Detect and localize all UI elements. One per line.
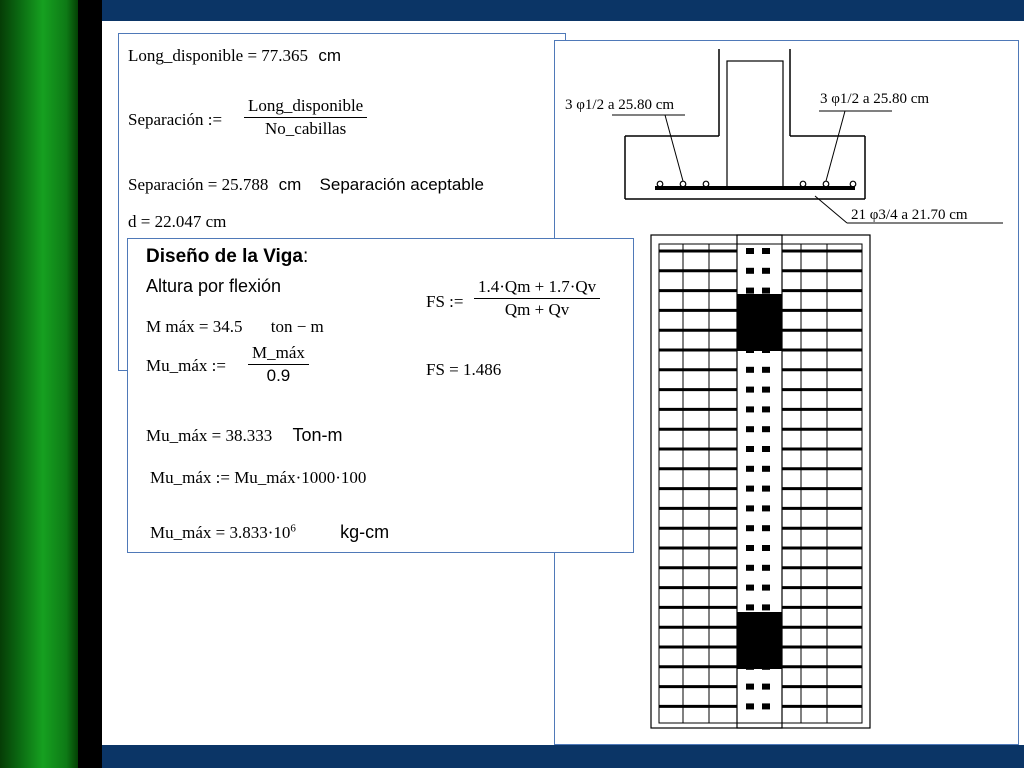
- rebar-dash: [762, 565, 770, 571]
- fs-fraction: [474, 276, 600, 321]
- mu-final-exponent: 6: [290, 522, 296, 535]
- separacion-note: Separación aceptable: [319, 175, 484, 194]
- mu-fraction: [248, 342, 309, 387]
- rebar-dash: [762, 426, 770, 432]
- separacion-numerator: Long_disponible: [244, 95, 367, 118]
- long-disponible-line: [128, 46, 341, 66]
- m-max-value: M máx = 34.5: [146, 317, 243, 336]
- rebar-dash: [762, 288, 770, 294]
- rebar-dash: [762, 466, 770, 472]
- left-rebar-label: 3 φ1/2 a 25.80 cm: [565, 97, 675, 113]
- column-section: [727, 61, 783, 187]
- rebar-dash: [762, 367, 770, 373]
- mu-def-lhs: Mu_máx :=: [146, 356, 226, 375]
- beam-design-subtitle: Altura por flexión: [146, 276, 282, 296]
- rebar-dash: [762, 387, 770, 393]
- fs-value: FS = 1.486: [426, 360, 502, 379]
- m-max-line: [146, 317, 324, 337]
- long-disponible-unit: cm: [318, 46, 341, 65]
- fs-def-lhs: FS :=: [426, 292, 464, 311]
- rebar-dash: [746, 525, 754, 531]
- rebar-dash: [746, 426, 754, 432]
- mu-final-value: Mu_máx = 3.833·10: [150, 523, 291, 542]
- rebar-dash: [762, 248, 770, 254]
- rebar-dash: [746, 367, 754, 373]
- mu-value: Mu_máx = 38.333: [146, 426, 273, 445]
- rebar-dash: [746, 545, 754, 551]
- beam-design-title: [146, 247, 308, 267]
- beam-design-panel: [127, 238, 634, 553]
- rebar-dash: [746, 268, 754, 274]
- long-disponible-value: Long_disponible = 77.365: [128, 46, 309, 65]
- right-rebar-label: 3 φ1/2 a 25.80 cm: [820, 91, 930, 107]
- rebar-dash: [762, 525, 770, 531]
- rebar-dash: [746, 466, 754, 472]
- rebar-dash: [746, 387, 754, 393]
- mu-final-unit: kg-cm: [340, 522, 390, 542]
- separacion-unit: cm: [278, 175, 302, 194]
- rebar-dash: [762, 545, 770, 551]
- rebar-dash: [746, 288, 754, 294]
- beam-design-title-colon: :: [302, 246, 309, 267]
- separacion-fraction: [244, 95, 367, 140]
- bottom-banner: [102, 745, 1024, 768]
- separacion-def-lhs: Separación :=: [128, 110, 223, 129]
- rebar-dash: [746, 486, 754, 492]
- rebar-dash: [746, 406, 754, 412]
- rebar-dash: [746, 703, 754, 709]
- mu-numerator: M_máx: [248, 342, 309, 365]
- rebar-dash: [762, 505, 770, 511]
- fs-denominator: Qm + Qv: [504, 300, 570, 319]
- rebar-dash: [746, 565, 754, 571]
- rebar-dash: [746, 585, 754, 591]
- mu-final-line: [150, 522, 389, 543]
- rebar-dash: [762, 446, 770, 452]
- rebar-dash: [762, 604, 770, 610]
- top-banner: [102, 0, 1024, 21]
- rebar-dash: [762, 585, 770, 591]
- rebar-dash: [746, 248, 754, 254]
- left-black-bar: [78, 0, 102, 768]
- rebar-circles: [657, 181, 856, 187]
- column-block-top: [737, 294, 782, 351]
- m-max-unit: ton − m: [270, 317, 324, 336]
- beam-design-title-text: Diseño de la Viga: [146, 246, 303, 267]
- mu-value-line: [146, 425, 343, 446]
- rebar-dash: [762, 268, 770, 274]
- left-decor-bar: [0, 0, 78, 768]
- rebar-dash: [746, 684, 754, 690]
- separacion-value-line: [128, 175, 484, 195]
- rebar-dash: [746, 446, 754, 452]
- mu-denominator: 0.9: [266, 366, 291, 385]
- mu-unit: Ton-m: [292, 425, 343, 445]
- rebar-dash: [746, 604, 754, 610]
- separacion-value: Separación = 25.788: [128, 175, 269, 194]
- d-value: d = 22.047 cm: [128, 212, 227, 231]
- rebar-dash: [746, 505, 754, 511]
- rebar-dash: [762, 486, 770, 492]
- fs-numerator: 1.4·Qm + 1.7·Qv: [474, 276, 600, 299]
- rebar-dash: [762, 406, 770, 412]
- separacion-denominator: No_cabillas: [265, 119, 347, 138]
- rebar-dash: [762, 684, 770, 690]
- rebar-dash: [762, 703, 770, 709]
- bottom-rebar-label: 21 φ3/4 a 21.70 cm: [851, 207, 968, 223]
- column-block-bottom: [737, 612, 782, 669]
- mu-conversion: Mu_máx := Mu_máx·1000·100: [150, 468, 367, 487]
